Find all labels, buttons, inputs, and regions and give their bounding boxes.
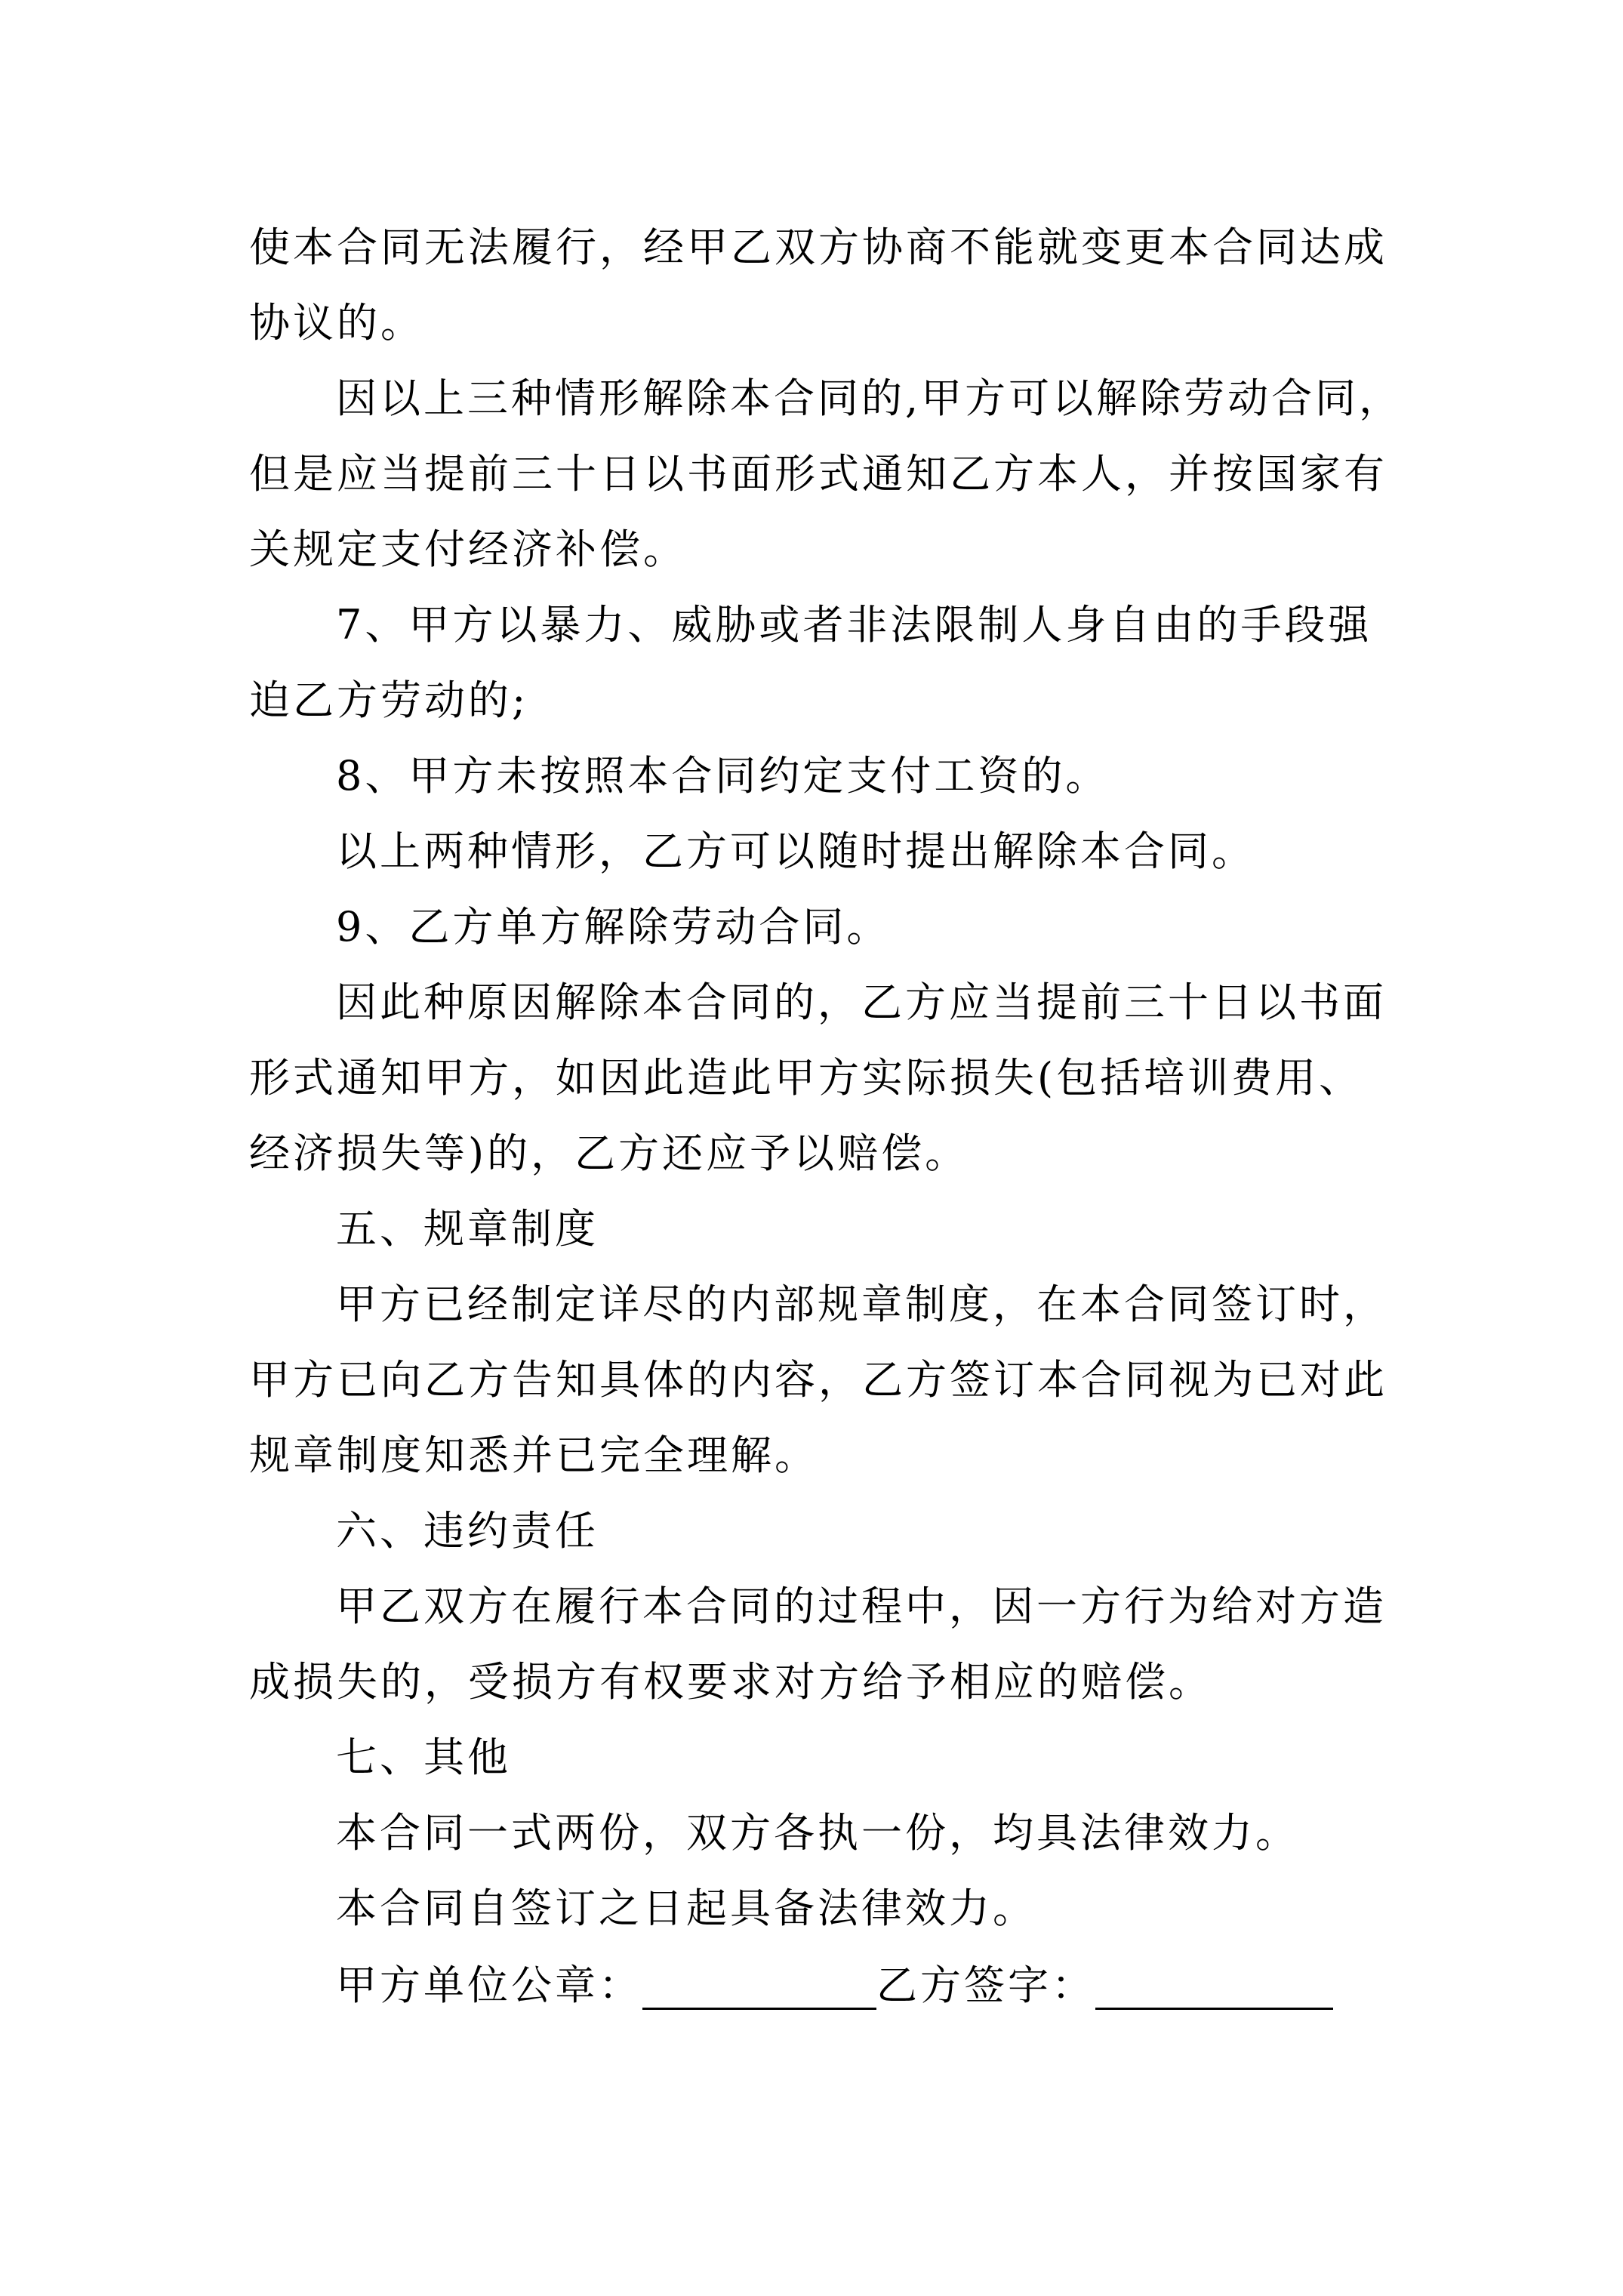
- text-line: 规章制度知悉并已完全理解。: [249, 1432, 818, 1479]
- text-line: 本合同自签订之日起具备法律效力。: [336, 1885, 1036, 1932]
- party-a-seal-blank: [642, 1962, 876, 2010]
- text-line: 7、甲方以暴力、威胁或者非法限制人身自由的手段强: [336, 601, 1372, 649]
- section-heading: 七、其他: [336, 1734, 511, 1781]
- text-line: 甲方已向乙方告知具体的内容，乙方签订本合同视为已对此: [249, 1356, 1387, 1404]
- text-line: 甲方已经制定详尽的内部规章制度，在本合同签订时，: [336, 1281, 1387, 1328]
- text-line: 迫乙方劳动的;: [249, 676, 529, 724]
- party-b-signature-label: 乙方签字：: [876, 1962, 1095, 2009]
- text-line: 协议的。: [249, 299, 424, 347]
- text-line: 以上两种情形，乙方可以随时提出解除本合同。: [336, 827, 1255, 875]
- party-a-seal-label: 甲方单位公章：: [336, 1962, 642, 2009]
- text-line: 8、甲方未按照本合同约定支付工资的。: [336, 752, 1110, 800]
- party-b-signature-blank: [1095, 1962, 1333, 2010]
- text-line: 形式通知甲方，如因此造此甲方实际损失(包括培训费用、: [249, 1054, 1363, 1102]
- text-line: 经济损失等)的，乙方还应予以赔偿。: [249, 1130, 969, 1177]
- text-line: 使本合同无法履行，经甲乙双方协商不能就变更本合同达成: [249, 223, 1387, 271]
- text-line: 关规定支付经济补偿。: [249, 525, 687, 573]
- text-line: 因以上三种情形解除本合同的,甲方可以解除劳动合同，: [336, 374, 1403, 422]
- signature-row: [336, 1955, 1333, 2016]
- text-line: 9、乙方单方解除劳动合同。: [336, 903, 891, 951]
- text-line: 本合同一式两份，双方各执一份，均具法律效力。: [336, 1809, 1299, 1857]
- text-line: 但是应当提前三十日以书面形式通知乙方本人，并按国家有: [249, 450, 1387, 498]
- text-line: 甲乙双方在履行本合同的过程中，因一方行为给对方造: [336, 1583, 1387, 1630]
- text-line: 成损失的，受损方有权要求对方给予相应的赔偿。: [249, 1658, 1212, 1706]
- section-heading: 五、规章制度: [336, 1205, 599, 1253]
- section-heading: 六、违约责任: [336, 1507, 599, 1555]
- text-line: 因此种原因解除本合同的，乙方应当提前三十日以书面: [336, 978, 1387, 1026]
